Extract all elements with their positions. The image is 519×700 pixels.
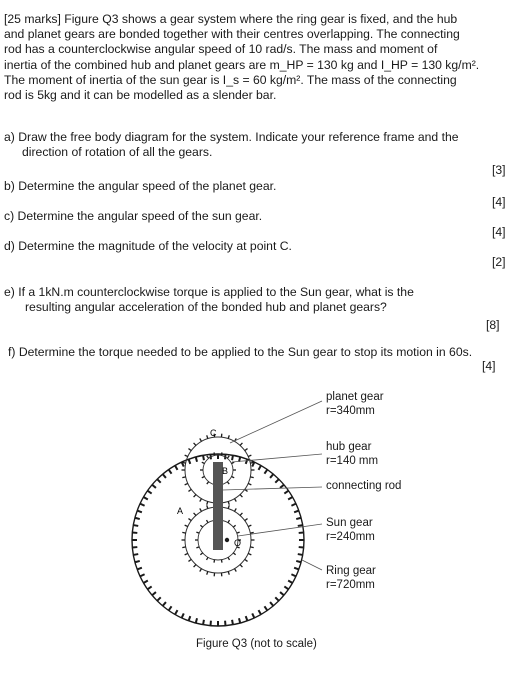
ring-gear-tooth (246, 616, 248, 621)
sun-gear-tooth (207, 557, 209, 560)
sun-gear-tooth (233, 553, 235, 555)
hub-gear-label (326, 440, 378, 468)
figure-caption: Figure Q3 (not to scale) (196, 638, 317, 650)
intro-line: The moment of inertia of the sun gear is I_s = 60 kg/m². The mass of the connecting (4, 72, 457, 87)
ring-gear-tooth (175, 466, 178, 470)
ring-gear-tooth (288, 581, 292, 584)
sun-gear-tooth (196, 547, 199, 548)
point-c-label: C (210, 428, 217, 438)
planet-gear-tooth (240, 513, 242, 516)
sun-gear-tooth (214, 560, 215, 563)
connecting-rod-label: connecting rod (326, 480, 402, 492)
planet-gear-tooth (185, 483, 188, 484)
planet-gear-tooth (207, 501, 208, 504)
planet-gear-tooth (248, 553, 251, 554)
planet-gear-label (326, 390, 384, 418)
ring-gear-tooth (189, 459, 191, 464)
sun-gear-tooth (228, 557, 230, 560)
planet-gear-tooth (248, 483, 251, 484)
planet-gear-tooth (182, 462, 185, 463)
hub-gear-tooth (202, 462, 205, 463)
question-c: c) Determine the angular speed of the sun gear. (4, 209, 263, 223)
leader-line-ring (302, 560, 322, 570)
hub-gear-tooth (232, 462, 235, 463)
ring-gear-tooth (175, 610, 178, 614)
planet-gear-tooth (188, 449, 191, 451)
planet-gear-name: planet gear (326, 391, 384, 403)
question-a-line2: direction of rotation of all the gears. (22, 145, 213, 159)
intro-line: and planet gears are bonded together with their centres overlapping. The connecting (4, 27, 460, 42)
ring-gear-tooth (169, 470, 172, 474)
planet-gear-tooth (200, 508, 202, 511)
question-e (4, 285, 414, 315)
ring-gear-tooth (152, 592, 156, 595)
ring-gear-tooth (140, 504, 145, 506)
ring-gear-tooth (196, 618, 197, 623)
ring-gear-tooth (135, 561, 140, 562)
planet-gear-tooth (228, 435, 229, 438)
problem-intro (4, 12, 514, 103)
question-a (4, 130, 459, 160)
question-f-marks: [4] (482, 359, 496, 373)
sun-gear-name: Sun gear (326, 517, 373, 529)
planet-gear-tooth (228, 505, 229, 508)
ring-gear-tooth (137, 568, 142, 570)
planet-gear-tooth (235, 499, 237, 502)
sun-gear-tooth (228, 520, 230, 523)
sun-gear-tooth (237, 532, 240, 533)
ring-gear-tooth (275, 479, 279, 483)
planet-gear-tooth (200, 438, 202, 441)
ring-gear-tooth (189, 616, 191, 621)
question-d-marks: [2] (492, 255, 506, 269)
ring-gear-tooth (298, 554, 303, 555)
ring-gear-tooth (291, 574, 296, 576)
sun-gear-tooth (196, 532, 199, 533)
sun-gear-label (326, 516, 375, 544)
ring-gear-tooth (270, 474, 273, 478)
ring-gear-tooth (264, 606, 267, 610)
ring-gear-tooth (259, 466, 262, 470)
planet-gear-tooth (245, 519, 248, 521)
ring-gear-tooth (163, 474, 166, 478)
planet-gear-tooth (228, 501, 229, 504)
planet-gear-tooth (250, 532, 253, 533)
ring-gear-tooth (232, 455, 233, 460)
ring-gear-tooth (157, 597, 161, 601)
planet-gear-tooth (240, 443, 242, 446)
sun-gear-radius: r=240mm (326, 531, 375, 543)
hub-gear-tooth (221, 452, 222, 455)
ring-gear-tooth (294, 568, 299, 570)
ring-gear-tooth (133, 554, 138, 555)
ring-gear-tooth (203, 455, 204, 460)
ring-gear-tooth (182, 613, 184, 618)
planet-gear-tooth (207, 571, 208, 574)
planet-gear-tooth (194, 513, 196, 516)
ring-gear-tooth (264, 470, 267, 474)
ring-gear-tooth (135, 518, 140, 519)
planet-gear-tooth (248, 455, 251, 456)
gear-system-figure (0, 370, 519, 630)
planet-gear-tooth (207, 505, 208, 508)
question-d: d) Determine the magnitude of the velocity at point C. (4, 239, 292, 253)
point-a-label: A (177, 506, 184, 516)
planet-gear-tooth (207, 435, 208, 438)
planet-gear-tooth (235, 569, 237, 572)
ring-gear-tooth (296, 561, 301, 562)
ring-gear-tooth (270, 602, 273, 606)
ring-gear-tooth (288, 497, 292, 500)
question-b-marks: [4] (492, 195, 506, 209)
planet-gear-tooth (182, 547, 185, 548)
ring-gear-tooth (133, 525, 138, 526)
ring-gear-radius: r=720mm (326, 579, 375, 591)
planet-gear-tooth (250, 477, 253, 478)
ring-gear-tooth (163, 602, 166, 606)
hub-gear-tooth (227, 482, 229, 484)
planet-gear-tooth (194, 443, 196, 446)
ring-gear-tooth (157, 479, 161, 483)
intro-line: inertia of the combined hub and planet gears are m_HP = 130 kg and I_HP = 130 kg/m². (4, 57, 480, 72)
planet-gear-tooth (245, 449, 248, 451)
ring-gear-tooth (169, 606, 172, 610)
intro-line: rod has a counterclockwise angular speed of 10 rad/s. The mass and moment of (4, 42, 438, 57)
planet-gear-tooth (185, 455, 188, 456)
sun-gear-tooth (221, 560, 222, 563)
planet-gear-tooth (248, 525, 251, 526)
ring-gear-tooth (144, 497, 148, 500)
planet-gear-tooth (188, 559, 191, 561)
ring-gear-tooth (252, 613, 254, 618)
ring-gear-tooth (280, 592, 284, 595)
ring-gear-tooth (296, 518, 301, 519)
ring-gear-tooth (284, 491, 288, 494)
sun-gear-tooth (200, 553, 202, 555)
planet-gear-radius: r=340mm (326, 405, 375, 417)
ring-gear-tooth (275, 597, 279, 601)
planet-gear-tooth (182, 477, 185, 478)
hub-gear-tooth (202, 477, 205, 478)
planet-gear-tooth (185, 525, 188, 526)
ring-gear-tooth (280, 485, 284, 488)
question-e-line2: resulting angular acceleration of the bonded hub and planet gears? (25, 300, 387, 314)
leader-line-rod (223, 487, 322, 490)
planet-gear-tooth (200, 499, 202, 502)
hub-gear-tooth (207, 482, 209, 484)
ring-gear-name: Ring gear (326, 565, 376, 577)
ring-gear-tooth (294, 511, 299, 513)
question-e-marks: [8] (486, 318, 500, 332)
hub-gear-radius: r=140 mm (326, 455, 379, 467)
ring-gear-tooth (239, 618, 240, 623)
planet-gear-tooth (250, 547, 253, 548)
point-o-marker (225, 538, 229, 542)
planet-gear-tooth (228, 571, 229, 574)
ring-gear-tooth (291, 504, 296, 506)
intro-line: rod is 5kg and it can be modelled as a slender bar. (4, 88, 277, 103)
ring-gear-tooth (246, 459, 248, 464)
planet-gear-tooth (194, 495, 196, 498)
ring-gear-tooth (232, 620, 233, 625)
point-o-label: O (234, 538, 242, 548)
planet-gear-tooth (245, 559, 248, 561)
planet-gear-tooth (182, 532, 185, 533)
question-e-line1: e) If a 1kN.m counterclockwise torque is applied to the Sun gear, what is the (4, 285, 414, 299)
ring-gear-tooth (144, 581, 148, 584)
hub-gear-name: hub gear (326, 441, 372, 453)
hub-gear-tooth (232, 477, 235, 478)
planet-gear-tooth (240, 495, 242, 498)
ring-gear-tooth (298, 525, 303, 526)
ring-gear-tooth (140, 574, 145, 576)
sun-gear-tooth (200, 525, 202, 527)
ring-gear-label (326, 564, 376, 592)
planet-gear-tooth (200, 569, 202, 572)
planet-gear-tooth (188, 519, 191, 521)
ring-gear-tooth (148, 586, 152, 589)
hub-gear-tooth (214, 452, 215, 455)
sun-gear-tooth (233, 525, 235, 527)
planet-gear-tooth (185, 553, 188, 554)
question-b: b) Determine the angular speed of the planet gear. (4, 179, 277, 193)
hub-gear-tooth (207, 456, 209, 458)
ring-gear-tooth (203, 620, 204, 625)
sun-gear-tooth (207, 520, 209, 523)
question-f: f) Determine the torque needed to be applied to the Sun gear to stop its motion in 60s. (8, 345, 473, 359)
ring-gear-tooth (152, 485, 156, 488)
leader-line-planet (230, 401, 322, 443)
ring-gear-tooth (137, 511, 142, 513)
ring-gear-tooth (259, 610, 262, 614)
question-a-marks: [3] (492, 163, 506, 177)
question-c-marks: [4] (492, 225, 506, 239)
ring-gear-tooth (196, 457, 197, 462)
point-b-label: B (222, 466, 229, 476)
planet-gear-tooth (194, 565, 196, 568)
intro-line: [25 marks] Figure Q3 shows a gear system where the ring gear is fixed, and the hub (4, 12, 458, 26)
planet-gear-tooth (188, 489, 191, 491)
planet-gear-tooth (240, 565, 242, 568)
hub-gear-tooth (227, 456, 229, 458)
ring-gear-tooth (284, 586, 288, 589)
ring-gear-tooth (148, 491, 152, 494)
question-a-line1: a) Draw the free body diagram for the system. Indicate your reference frame and the (4, 130, 459, 144)
planet-gear-tooth (250, 462, 253, 463)
planet-gear-tooth (235, 508, 237, 511)
